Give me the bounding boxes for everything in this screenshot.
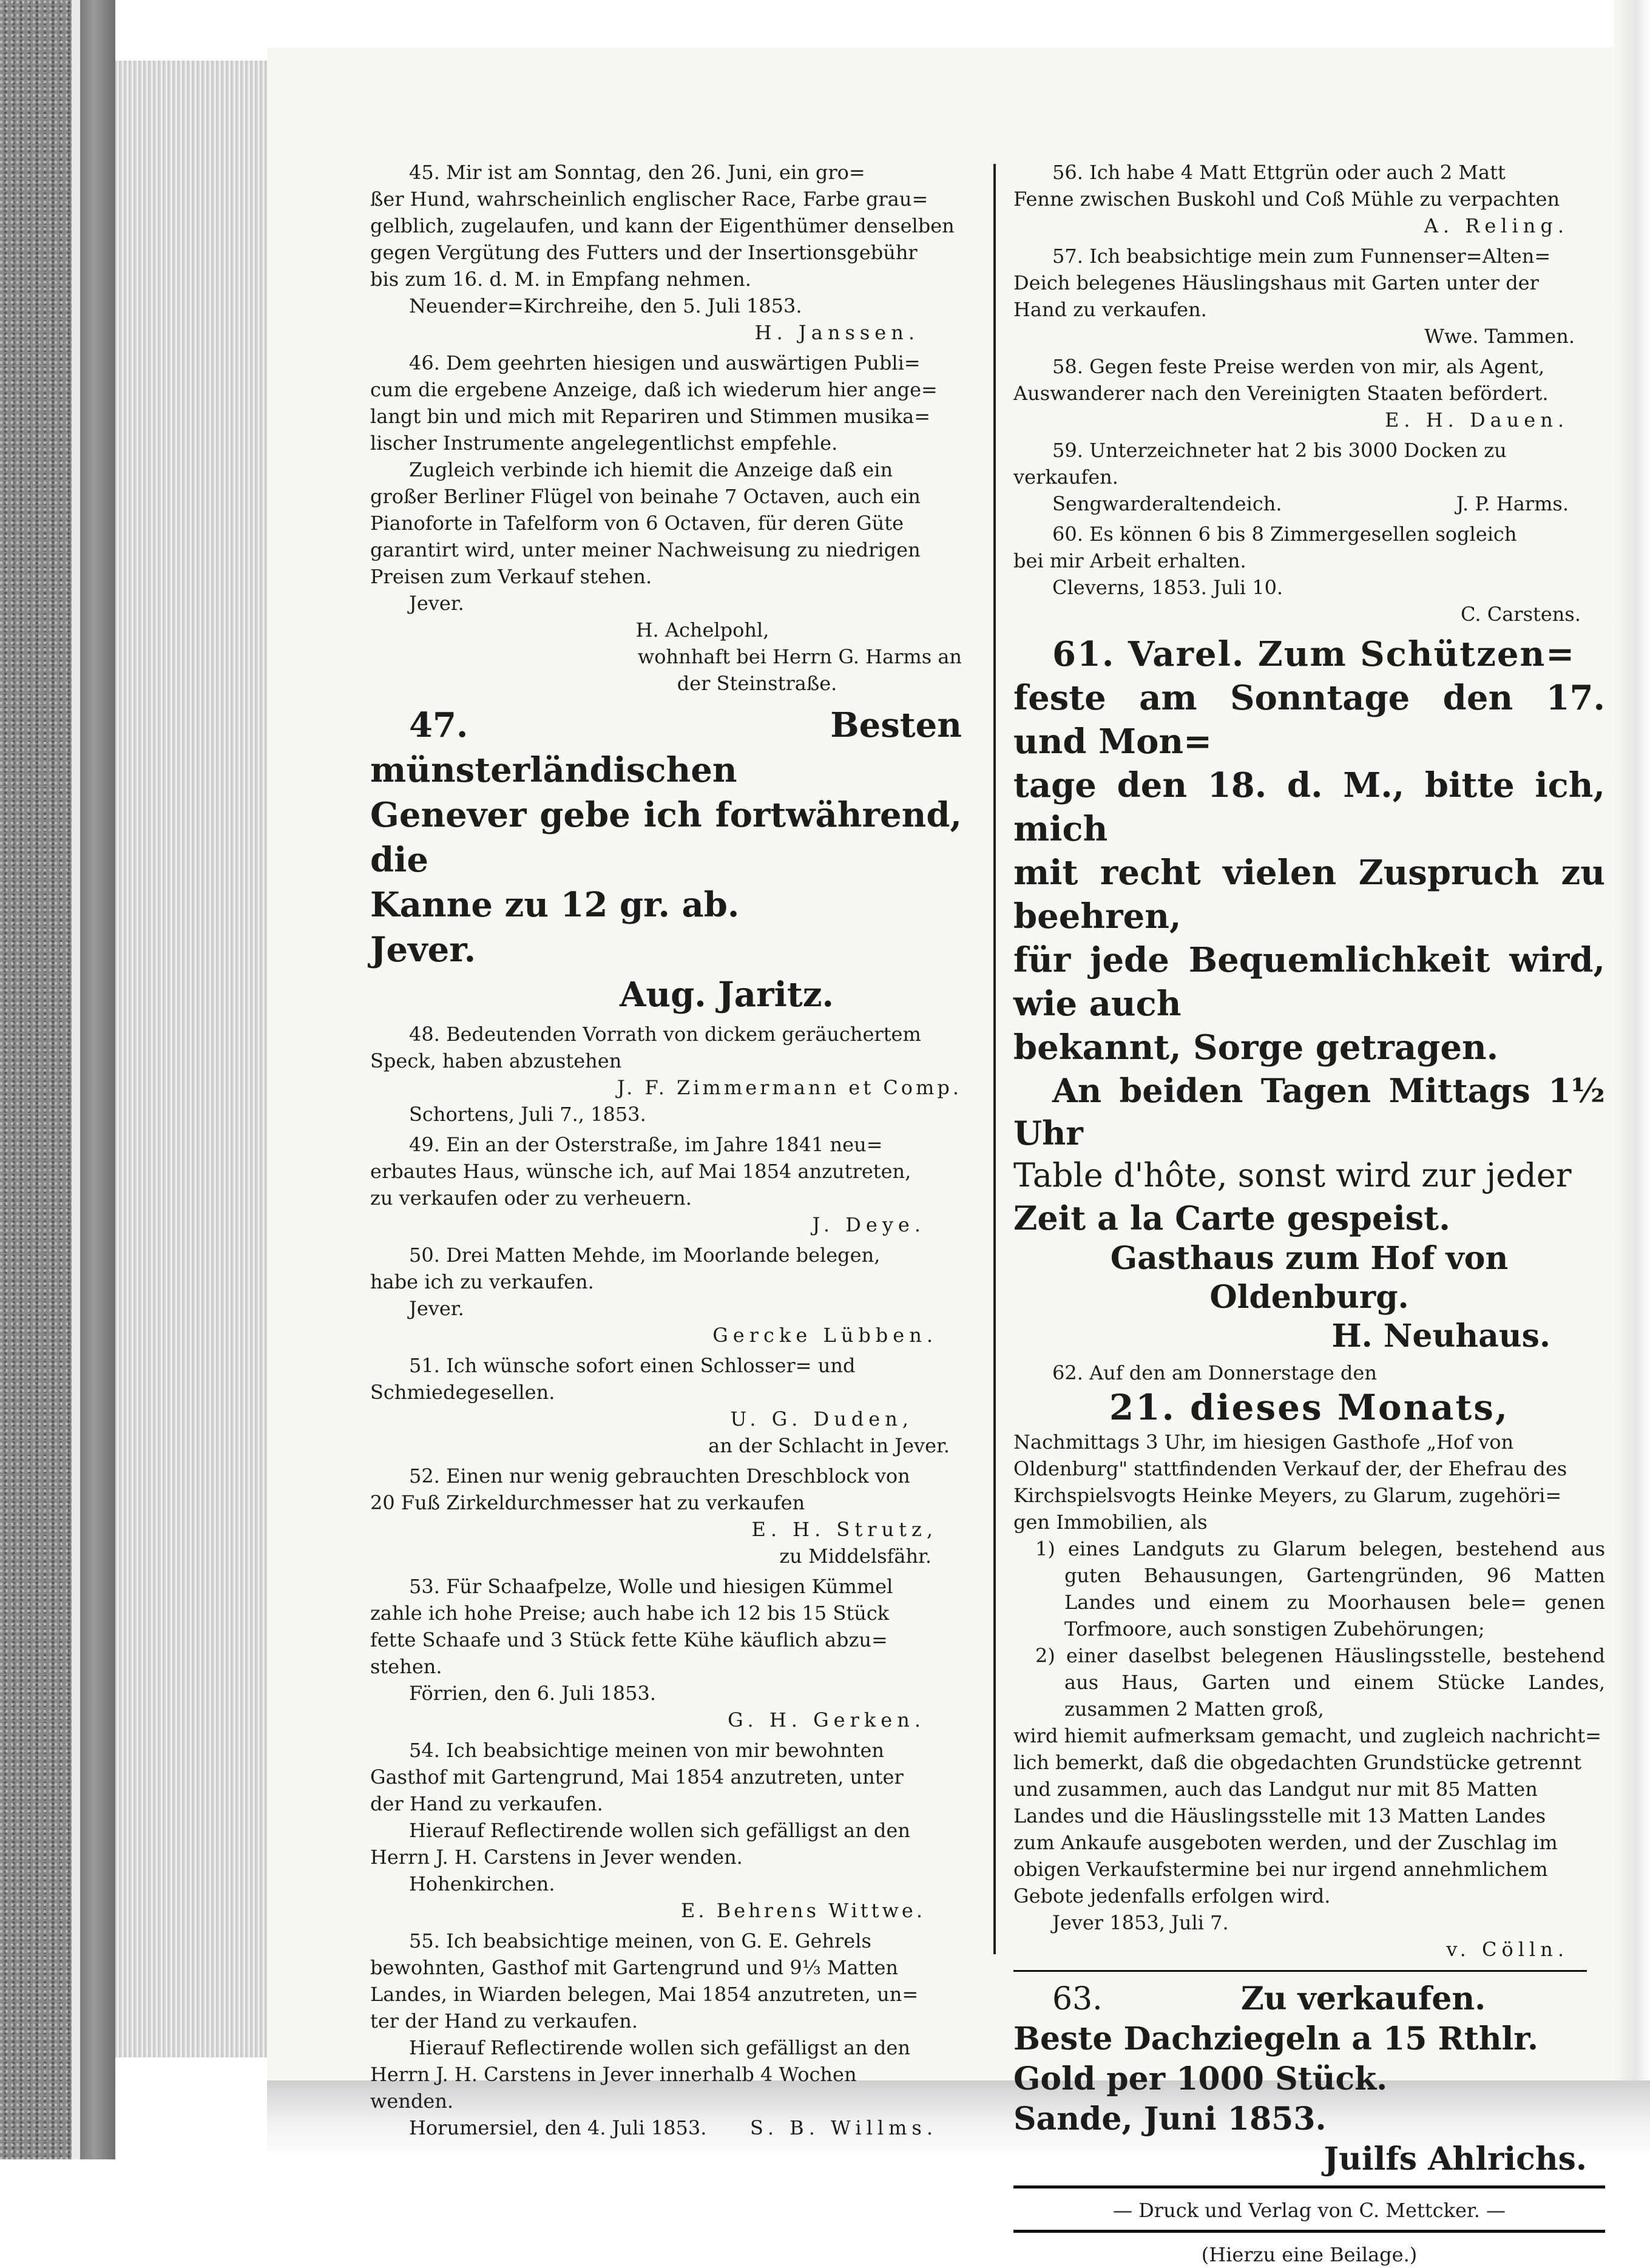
ad-signature: E. H. Strutz, [751, 1518, 938, 1541]
ad-text: 49. Ein an der Osterstraße, im Jahre 1841 neu= [409, 1133, 883, 1156]
ad-text: zu verkaufen oder zu verheuern. [370, 1186, 692, 1210]
ad-text: bewohnten, Gasthof mit Gartengrund und 9⅓ Matten [370, 1956, 898, 1979]
ad-45 [370, 159, 962, 346]
ad-signature: Gercke Lübben. [712, 1324, 938, 1347]
ad-text: zum Ankaufe ausgeboten werden, und der Zuschlag im [1013, 1831, 1558, 1854]
ad-text: langt bin und mich mit Repariren und Stimmen musika= [370, 405, 931, 428]
ad-place-date: Schortens, Juli 7., 1853. [409, 1103, 646, 1126]
ad-text: bei mir Arbeit erhalten. [1013, 549, 1246, 572]
ad-text: lischer Instrumente angelegentlichst empfehle. [370, 432, 838, 455]
ad-text: ßer Hund, wahrscheinlich englischer Race, Farbe grau= [370, 188, 928, 211]
ad-signature: H. Achelpohl, [635, 618, 769, 641]
ad-headline: 21. dieses Monats, [1109, 1387, 1510, 1428]
ad-headline: Jever. [370, 930, 476, 970]
ad-text: stehen. [370, 1655, 442, 1678]
ad-signature: C. Carstens. [1461, 603, 1581, 626]
ad-text: Gasthof mit Gartengrund, Mai 1854 anzutreten, unter [370, 1765, 904, 1789]
ad-text: cum die ergebene Anzeige, daß ich wiederum hier ange= [370, 378, 938, 401]
ad-place-date: Cleverns, 1853. Juli 10. [1052, 576, 1283, 599]
page-stack-edge [115, 61, 267, 2057]
supplement-note: (Hierzu eine Beilage.) [1201, 2243, 1418, 2266]
ad-text: 53. Für Schaafpelze, Wolle und hiesigen Kümmel [409, 1575, 893, 1598]
ad-text: Landes und die Häuslingsstelle mit 13 Matten Landes [1013, 1804, 1546, 1827]
ad-63 [1013, 1979, 1605, 2179]
ad-text: Gebote jedenfalls erfolgen wird. [1013, 1884, 1331, 1907]
ad-signature: E. Behrens Wittwe. [681, 1899, 925, 1922]
ad-text: Speck, haben abzustehen [370, 1049, 622, 1072]
ad-50 [370, 1242, 962, 1349]
ad-text: 58. Gegen feste Preise werden von mir, als Agent, [1052, 355, 1545, 378]
ad-signature: der Steinstraße. [677, 672, 837, 695]
ad-signature: an der Schlacht in Jever. [708, 1434, 950, 1457]
ad-text: Herrn J. H. Carstens in Jever innerhalb 4 Wochen [370, 2063, 857, 2086]
ad-text: 62. Auf den am Donnerstage den [1052, 1361, 1377, 1384]
ad-58 [1013, 353, 1605, 433]
ad-place-date: Hohenkirchen. [409, 1872, 555, 1895]
footer-rule [1013, 2230, 1605, 2233]
ad-text: Hierauf Reflectirende wollen sich gefälligst an den [409, 2036, 910, 2059]
ad-headline: bekannt, Sorge getragen. [1013, 1027, 1499, 1068]
ad-place-date: Neuender=Kirchreihe, den 5. Juli 1853. [409, 294, 802, 317]
cover-edge [72, 0, 80, 2159]
ad-56 [1013, 159, 1605, 239]
ad-text: obigen Verkaufstermine bei nur irgend annehmlichem [1013, 1858, 1548, 1881]
ad-place-date: Jever 1853, Juli 7. [1052, 1911, 1229, 1934]
ad-headline: Table d'hôte, sonst wird zur jeder [1013, 1156, 1572, 1194]
ad-headline: 61. Varel. Zum Schützen= [1052, 634, 1576, 674]
ad-text: Landes, in Wiarden belegen, Mai 1854 anzutreten, un= [370, 1983, 919, 2006]
ad-55 [370, 1928, 962, 2141]
ad-headline: An beiden Tagen Mittags 1½ Uhr [1013, 1071, 1605, 1153]
ad-signature: Wwe. Tammen. [1424, 325, 1575, 348]
ad-text: 52. Einen nur wenig gebrauchten Dreschblock von [409, 1464, 910, 1488]
ad-text: 20 Fuß Zirkeldurchmesser hat zu verkaufen [370, 1491, 805, 1514]
ad-text: 45. Mir ist am Sonntag, den 26. Juni, ein gro= [409, 161, 865, 184]
ad-48 [370, 1021, 962, 1128]
ad-54 [370, 1737, 962, 1924]
ad-headline: Kanne zu 12 gr. ab. [370, 885, 740, 925]
ad-signature: J. Deye. [812, 1213, 925, 1236]
ad-62 [1013, 1359, 1605, 1963]
ad-place-date: Horumersiel, den 4. Juli 1853. [409, 2116, 707, 2139]
ad-headline: für jede Bequemlichkeit wird, wie auch [1013, 940, 1605, 1024]
ad-51 [370, 1352, 962, 1459]
ad-text: zahle ich hohe Preise; auch habe ich 12 bis 15 Stück [370, 1602, 890, 1625]
ad-signature: E. H. Dauen. [1384, 408, 1569, 432]
ad-text: garantirt wird, unter meiner Nachweisung zu niedrigen [370, 538, 921, 561]
ad-52 [370, 1463, 962, 1569]
ad-text: 55. Ich beabsichtige meinen, von G. E. Gehrels [409, 1929, 871, 1952]
ad-text: 50. Drei Matten Mehde, im Moorlande belegen, [409, 1244, 881, 1267]
ad-text: 60. Es können 6 bis 8 Zimmergesellen sogleich [1052, 523, 1517, 546]
ad-text: 48. Bedeutenden Vorrath von dickem geräuchertem [409, 1023, 921, 1046]
ad-59 [1013, 437, 1605, 517]
ad-57 [1013, 243, 1605, 350]
ad-text: erbautes Haus, wünsche ich, auf Mai 1854 anzutreten, [370, 1160, 911, 1183]
ad-47 [370, 703, 962, 1017]
ad-text: gen Immobilien, als [1013, 1511, 1208, 1534]
book-cover [0, 0, 72, 2159]
ad-text: habe ich zu verkaufen. [370, 1270, 594, 1293]
left-column [370, 159, 962, 2145]
ad-text: großer Berliner Flügel von beinahe 7 Octaven, auch ein [370, 485, 921, 508]
ad-signature: wohnhaft bei Herrn G. Harms an [637, 645, 962, 668]
ad-text: lich bemerkt, daß die obgedachten Grundstücke getrennt [1013, 1751, 1582, 1774]
column-divider [993, 164, 996, 1954]
ad-text: Fenne zwischen Buskohl und Coß Mühle zu verpachten [1013, 188, 1560, 211]
ad-signature: H. Janssen. [754, 321, 919, 344]
ad-headline: feste am Sonntage den 17. und Mon= [1013, 678, 1605, 762]
ad-signature: G. H. Gerken. [728, 1708, 925, 1731]
ad-text: 59. Unterzeichneter hat 2 bis 3000 Docken zu [1052, 439, 1507, 462]
ad-place-date: Sengwarderaltendeich. [1052, 492, 1282, 515]
ad-text: 46. Dem geehrten hiesigen und auswärtigen Publi= [409, 351, 921, 374]
ad-49 [370, 1131, 962, 1238]
ad-text: Schmiedegesellen. [370, 1381, 555, 1404]
ad-text: und zusammen, auch das Landgut nur mit 85 Matten [1013, 1778, 1538, 1801]
section-rule [1013, 1970, 1587, 1972]
ad-53 [370, 1573, 962, 1733]
ad-signature: U. G. Duden, [730, 1407, 913, 1430]
ad-text: 51. Ich wünsche sofort einen Schlosser= und [409, 1354, 856, 1377]
ad-text: Hand zu verkaufen. [1013, 298, 1207, 321]
ad-signature: H. Neuhaus. [1331, 1318, 1550, 1355]
ad-text: Herrn J. H. Carstens in Jever wenden. [370, 1846, 743, 1869]
ad-text: Zugleich verbinde ich hiemit die Anzeige daß ein [409, 458, 893, 481]
ad-text: gegen Vergütung des Futters und der Insertionsgebühr [370, 241, 918, 264]
ad-text: verkaufen. [1013, 465, 1118, 489]
ad-headline: Zeit a la Carte gespeist. [1013, 1199, 1450, 1237]
ad-headline: Gasthaus zum Hof von Oldenburg. [1110, 1240, 1509, 1316]
ad-61 [1013, 632, 1605, 1356]
ad-headline: mit recht vielen Zuspruch zu beehren, [1013, 853, 1605, 936]
ad-number: 63. [1052, 1981, 1103, 2017]
ad-signature: J. F. Zimmermann et Comp. [617, 1076, 962, 1099]
ad-headline: Gold per 1000 Stück. [1013, 2060, 1388, 2097]
ad-text: Hierauf Reflectirende wollen sich gefälligst an den [409, 1819, 910, 1842]
ad-headline: tage den 18. d. M., bitte ich, mich [1013, 765, 1605, 849]
ad-text: Auswanderer nach den Vereinigten Staaten befördert. [1013, 382, 1549, 405]
ad-text: Oldenburg" stattfindenden Verkauf der, der Ehefrau des [1013, 1457, 1567, 1480]
ad-place-date: Jever. [409, 1297, 464, 1320]
ad-place-date: Förrien, den 6. Juli 1853. [409, 1682, 657, 1705]
ad-text: Nachmittags 3 Uhr, im hiesigen Gasthofe „Hof von [1013, 1430, 1514, 1454]
ad-text: ter der Hand zu verkaufen. [370, 2009, 638, 2033]
ad-headline: 47. Besten münsterländischen [370, 705, 962, 790]
book-spine-edge [80, 0, 115, 2159]
ad-signature: Juilfs Ahlrichs. [1324, 2141, 1587, 2178]
ad-text: Pianoforte in Tafelform von 6 Octaven, für deren Güte [370, 512, 904, 535]
ad-text: gelblich, zugelaufen, und kann der Eigenthümer denselben [370, 214, 955, 237]
footer-rule [1013, 2185, 1605, 2188]
ad-signature: zu Middelsfähr. [779, 1545, 932, 1568]
ad-text: Preisen zum Verkauf stehen. [370, 565, 652, 588]
ad-text: wird hiemit aufmerksam gemacht, und zugleich nachricht= [1013, 1724, 1601, 1747]
ad-signature: A. Reling. [1424, 214, 1569, 237]
ad-headline: Beste Dachziegeln a 15 Rthlr. [1013, 2020, 1539, 2057]
ad-text: wenden. [370, 2090, 454, 2113]
list-item: 2) einer daselbst belegenen Häuslingsstelle, bestehend aus Haus, Garten und einem Stücke Landes, zusammen 2 Matten groß, [1035, 1644, 1605, 1721]
page-margin [1614, 0, 1650, 2159]
ad-signature: S. B. Willms. [750, 2116, 938, 2139]
ad-headline: Genever gebe ich fortwährend, die [370, 795, 962, 880]
ad-text: 56. Ich habe 4 Matt Ettgrün oder auch 2 Matt [1052, 161, 1506, 184]
ad-headline: Zu verkaufen. [1240, 1980, 1486, 2017]
ad-text: der Hand zu verkaufen. [370, 1792, 603, 1815]
list-item: 1) eines Landguts zu Glarum belegen, bestehend aus guten Behausungen, Gartengründen, 96 Matten Landes und einem zu Moorhausen bele= genen Torfmoore, auch sonstigen Zubehörungen; [1035, 1537, 1605, 1640]
ad-text: bis zum 16. d. M. in Empfang nehmen. [370, 268, 751, 291]
ad-place-date: Jever. [409, 592, 464, 615]
ad-46 [370, 350, 962, 697]
imprint-line: — Druck und Verlag von C. Mettcker. — [1112, 2199, 1506, 2222]
ad-text: 54. Ich beabsichtige meinen von mir bewohnten [409, 1739, 884, 1762]
ad-text: Deich belegenes Häuslingshaus mit Garten unter der [1013, 271, 1539, 294]
ad-text: Kirchspielsvogts Heinke Meyers, zu Glarum, zugehöri= [1013, 1484, 1562, 1507]
ad-63-headline [1013, 1979, 1605, 2019]
right-column [1013, 159, 1605, 2268]
ad-text: fette Schaafe und 3 Stück fette Kühe käuflich abzu= [370, 1628, 888, 1651]
ad-signature: Aug. Jaritz. [619, 975, 834, 1015]
ad-60 [1013, 521, 1605, 628]
ad-headline: Sande, Juni 1853. [1013, 2100, 1327, 2138]
ad-signature: v. Cölln. [1446, 1938, 1569, 1961]
ad-signature: J. P. Harms. [1456, 492, 1569, 515]
ad-text: 57. Ich beabsichtige mein zum Funnenser=Alten= [1052, 245, 1551, 268]
